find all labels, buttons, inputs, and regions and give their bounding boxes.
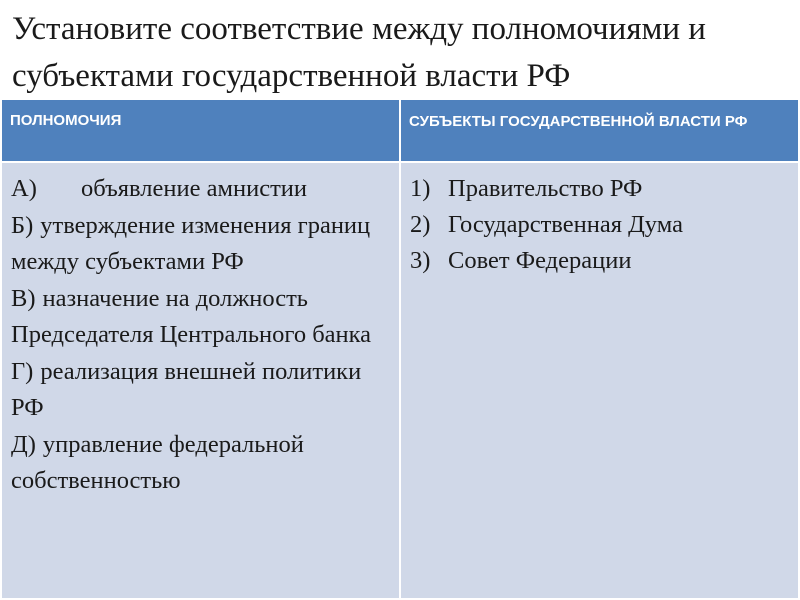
- column-divider: [399, 100, 401, 598]
- power-item: [11, 171, 395, 207]
- subjects-cell: [401, 163, 798, 598]
- subject-text: Государственная Дума: [448, 211, 683, 238]
- slide-title: Установите соответствие между полномочиями и субъектами государственной власти РФ: [12, 11, 706, 94]
- subjects-list: [410, 171, 792, 279]
- power-item: [11, 281, 395, 353]
- matching-table: [2, 100, 798, 598]
- power-letter: А): [11, 175, 37, 202]
- subject-item: [410, 243, 792, 279]
- subject-text: Совет Федерации: [448, 247, 632, 274]
- power-letter: Г): [11, 358, 34, 385]
- power-text: управление федеральной собственностью: [11, 431, 304, 494]
- subject-item: [410, 207, 792, 243]
- subject-number: 2): [410, 211, 431, 238]
- power-text: утверждение изменения границ между субъектами РФ: [11, 212, 371, 275]
- powers-cell: [2, 163, 399, 598]
- power-item: [11, 208, 395, 280]
- power-text: объявление амнистии: [81, 175, 308, 202]
- subject-number: 3): [410, 247, 431, 274]
- power-item: [11, 427, 395, 499]
- power-text: реализация внешней политики РФ: [11, 358, 362, 421]
- power-letter: В): [11, 285, 36, 312]
- header-powers: ПОЛНОМОЧИЯ: [10, 112, 122, 129]
- subject-item: [410, 171, 792, 207]
- subject-number: 1): [410, 175, 431, 202]
- power-text: назначение на должность Председателя Центрального банка: [11, 285, 372, 348]
- power-letter: Б): [11, 212, 34, 239]
- power-letter: Д): [11, 431, 36, 458]
- power-item: [11, 354, 395, 426]
- header-subjects: СУБЪЕКТЫ ГОСУДАРСТВЕННОЙ ВЛАСТИ РФ: [409, 113, 748, 130]
- subject-text: Правительство РФ: [448, 175, 643, 202]
